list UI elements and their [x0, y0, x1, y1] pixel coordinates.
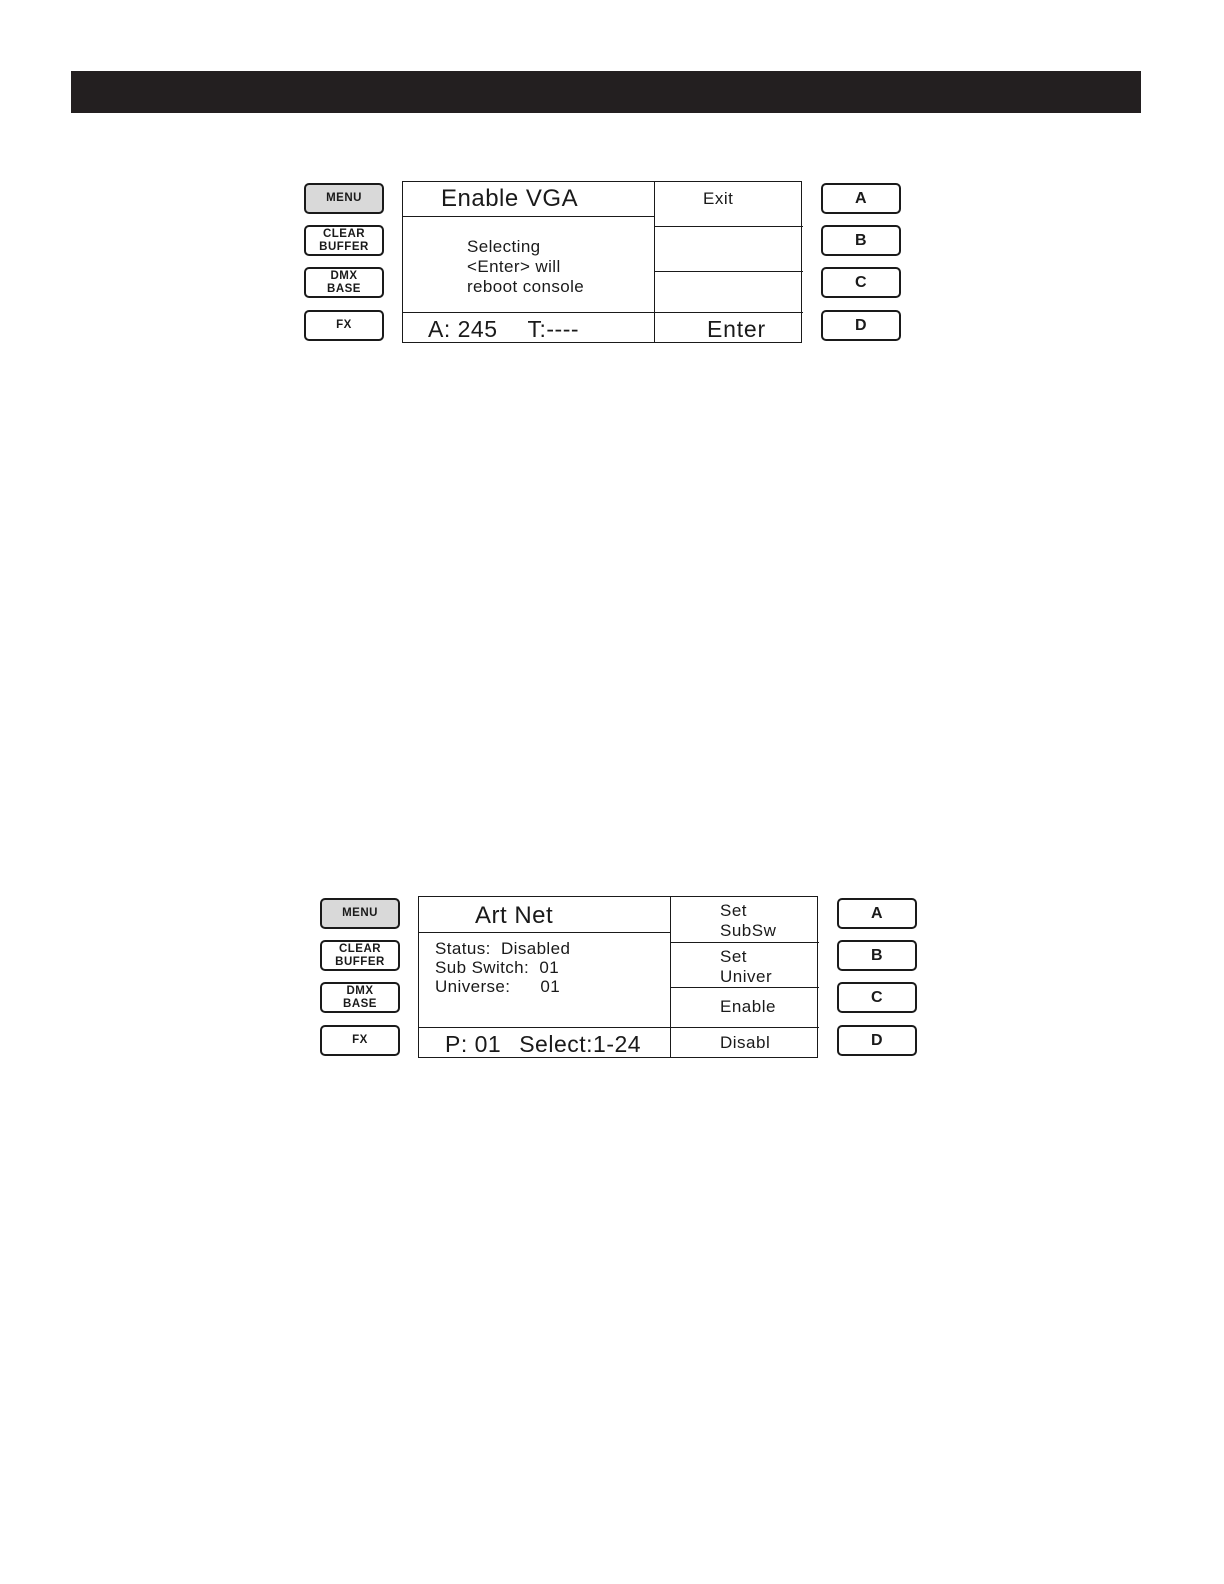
softkey-b-button[interactable]	[821, 225, 901, 256]
status-label: Status:	[435, 939, 491, 958]
status-select: Select:1-24	[519, 1031, 642, 1057]
softkey-label-b	[720, 947, 772, 987]
softkey-c-letter: C	[854, 274, 868, 291]
lcd-column-divider	[670, 897, 671, 1057]
status-details	[435, 939, 570, 996]
dmx-base-label-line-1: DMX	[330, 269, 358, 282]
lcd-column-divider	[654, 182, 655, 342]
status-page: P: 01	[445, 1031, 502, 1057]
softkey-c-button[interactable]	[821, 267, 901, 298]
clear-buffer-button[interactable]	[320, 940, 400, 971]
status-bar	[428, 316, 579, 343]
fx-button[interactable]	[320, 1025, 400, 1056]
softkey-b-letter: B	[870, 947, 884, 964]
lcd-screen	[418, 896, 818, 1058]
lcd-screen	[402, 181, 802, 343]
universe-row	[435, 977, 570, 996]
clear-buffer-label-line-1: CLEAR	[322, 227, 366, 240]
dmx-base-button[interactable]	[304, 267, 384, 298]
dmx-base-label-line-2: BASE	[343, 997, 377, 1010]
dmx-base-button[interactable]	[320, 982, 400, 1013]
message-line: reboot console	[467, 277, 585, 296]
softkey-a-button[interactable]	[821, 183, 901, 214]
dmx-base-label-line-1: DMX	[346, 984, 374, 997]
softkey-c-letter: C	[870, 989, 884, 1006]
softkey-divider	[654, 271, 803, 272]
lcd-status-divider	[419, 1027, 819, 1028]
console-panel-art-net	[320, 895, 920, 1061]
clear-buffer-label-line-2: BUFFER	[319, 240, 369, 253]
softkey-d-letter: D	[870, 1032, 884, 1049]
menu-button-label: MENU	[342, 907, 378, 919]
status-address: A: 245	[428, 316, 498, 342]
clear-buffer-label-line-2: BUFFER	[335, 955, 385, 968]
softkey-label-a	[720, 901, 776, 941]
screen-title: Art Net	[475, 902, 554, 929]
status-row	[435, 939, 570, 958]
softkey-divider	[670, 942, 819, 943]
softkey-b-line-2: Univer	[720, 967, 773, 986]
sub-switch-value: 01	[539, 958, 560, 977]
menu-button[interactable]	[320, 898, 400, 929]
lcd-title-divider	[403, 216, 654, 217]
softkey-label-d: Enter	[707, 316, 766, 342]
sub-switch-row	[435, 958, 570, 977]
softkey-label-a: Exit	[703, 189, 734, 208]
softkey-c-button[interactable]	[837, 982, 917, 1013]
lcd-status-divider	[403, 312, 803, 313]
console-panel-enable-vga	[304, 180, 904, 346]
softkey-label-c: Enable	[720, 997, 776, 1016]
fx-button-label: FX	[336, 319, 352, 331]
clear-buffer-button[interactable]	[304, 225, 384, 256]
universe-label: Universe:	[435, 977, 511, 996]
softkey-a-line-2: SubSw	[720, 921, 777, 940]
lcd-title-divider	[419, 932, 670, 933]
clear-buffer-label-line-1: CLEAR	[338, 942, 382, 955]
screen-title: Enable VGA	[441, 185, 579, 212]
softkey-a-letter: A	[854, 190, 868, 207]
sub-switch-label: Sub Switch:	[435, 958, 530, 977]
status-bar	[445, 1031, 641, 1058]
menu-button[interactable]	[304, 183, 384, 214]
message-line: Selecting	[467, 237, 541, 256]
softkey-a-line-1: Set	[720, 901, 748, 920]
dmx-base-label-line-2: BASE	[327, 282, 361, 295]
status-value: Disabled	[500, 939, 571, 958]
screen-message	[467, 237, 584, 297]
softkey-label-d: Disabl	[720, 1033, 771, 1052]
softkey-a-letter: A	[870, 905, 884, 922]
softkey-d-button[interactable]	[837, 1025, 917, 1056]
softkey-b-line-1: Set	[720, 947, 748, 966]
softkey-divider	[670, 987, 819, 988]
status-time: T:----	[527, 316, 580, 342]
softkey-b-letter: B	[854, 232, 868, 249]
section-header-bar	[71, 71, 1141, 113]
softkey-d-button[interactable]	[821, 310, 901, 341]
softkey-b-button[interactable]	[837, 940, 917, 971]
message-line: <Enter> will	[467, 257, 561, 276]
softkey-a-button[interactable]	[837, 898, 917, 929]
menu-button-label: MENU	[326, 192, 362, 204]
universe-value: 01	[540, 977, 561, 996]
fx-button[interactable]	[304, 310, 384, 341]
softkey-d-letter: D	[854, 317, 868, 334]
fx-button-label: FX	[352, 1034, 368, 1046]
softkey-divider	[654, 226, 803, 227]
